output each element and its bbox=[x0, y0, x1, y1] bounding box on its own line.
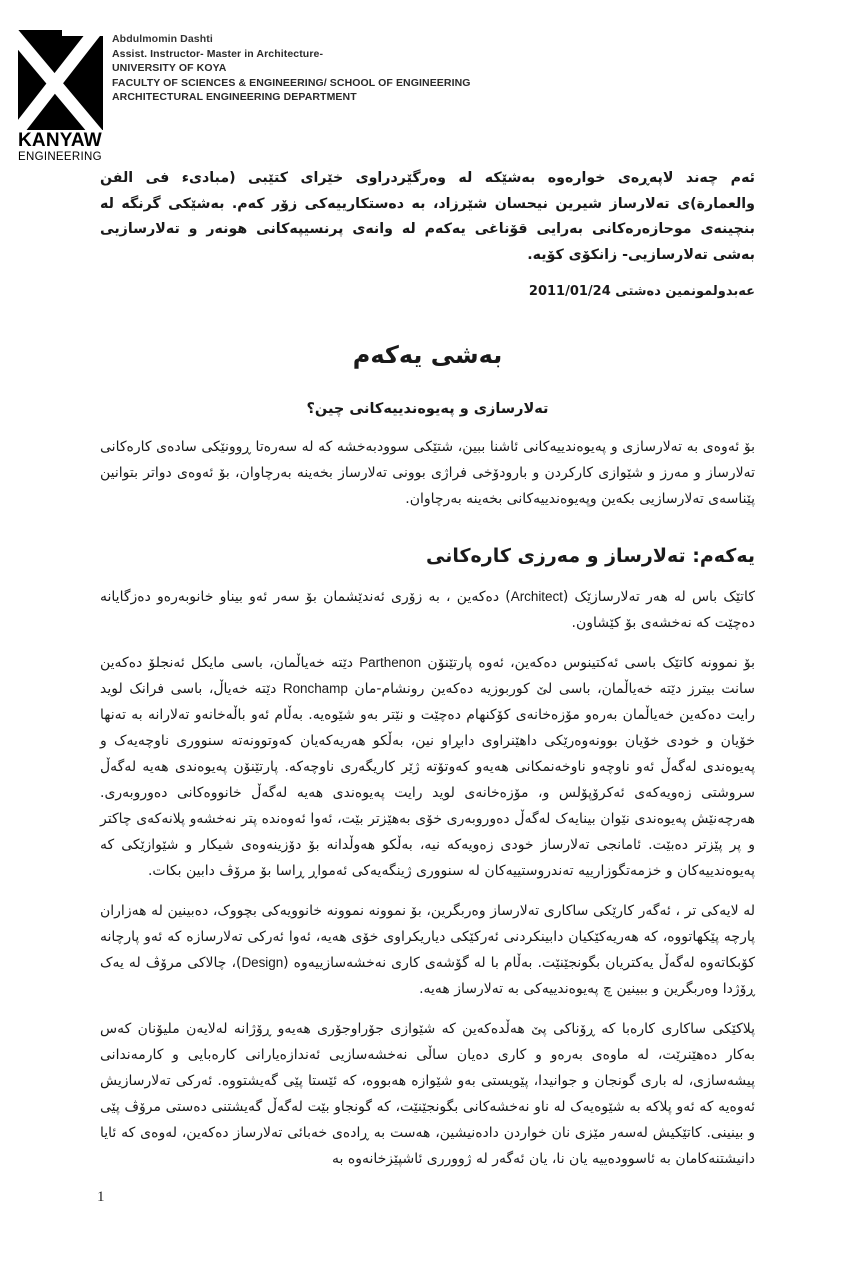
kanyaw-logo bbox=[18, 30, 110, 165]
logo-wordmark: KANYAW bbox=[18, 130, 102, 151]
page-title: بەشی یەکەم bbox=[352, 341, 503, 369]
page-subtitle: تەلارسازی و پەیوەندییەکانی چین؟ bbox=[306, 401, 549, 417]
term-parthenon: Parthenon bbox=[359, 655, 422, 670]
par-segment-post: )، چالاکی مرۆڤ لە یەک ڕۆژدا وەربگرین و ببینین چ پەیوەندییەکی بە تەلارساز هەیە. bbox=[100, 955, 755, 997]
intro-abstract: ئەم چەند لاپەڕەی خوارەوە بەشێکە لە وەرگێردراوی خێرای کتێبی (مبادیء فی الفن والعمارة)ی تەلارساز شیرین نیحسان شێرزاد، بە دەستکارییەکی زۆر کەم. بەشێکی گرنگە لە بنچینەی موحازەرەکانی بەرایی قۆناغی یەکەم لە وانەی پرنسیپەکانی هونەر و تەلارسازیی بەشی تەلارسازیی- زانکۆی کۆیە. bbox=[100, 170, 755, 263]
par-segment-2: دێتە خەیاڵمان، باسی مایکل ئەنجلۆ دەکەین سانت بیترز دێتە خەیاڵمان، باسی لێ کوربوزیە دەکەین رونشام-مان bbox=[100, 655, 755, 697]
paragraph-examples-monuments bbox=[100, 650, 755, 884]
letterhead-faculty: FACULTY OF SCIENCES & ENGINEERING/ SCHOOL OF ENGINEERING bbox=[112, 76, 471, 89]
paragraph-intro-definition: بۆ ئەوەی بە تەلارسازی و پەیوەندییەکانی ئاشنا ببین، شتێکی سوودبەخشە کە لە سەرەتا ڕوونێکی سادەی کارەکانی تەلارساز و مەرز و شێوازی کارکردن و بارودۆخی فراژی بوونی تەلارساز بخەینە بەرچاوان، بۆ ئەوەی دواتر بتوانین پێناسەی تەلارسازیی بکەین وپەیوەندییەکانی بخەینە بەرچاوان. bbox=[100, 439, 755, 507]
letterhead bbox=[0, 22, 855, 162]
letterhead-title: Assist. Instructor- Master in Architecture- bbox=[112, 47, 324, 60]
logo-wordmark-sub: ENGINEERING bbox=[18, 151, 102, 163]
paragraph-plan-daily-life: پلاکێکی ساکاری کارەبا کە ڕۆناکی پێ هەڵدەکەین کە شێوازی جۆراوجۆری هەیەو ڕۆژانە لەلایەن ملیۆنان کەس بەکار دەهێنرێت، لە ماوەی بەرەو و کاری دەیان ساڵی نەخشەسازیی ئەندازەیارانی کارەبایی و کارمەندانی پیشەسازی، لە باری گونجان و جوانیدا، پێویستی بەو شێوازە هەبووە، کە ئێستا پێی گەیشتووە. ئەرکی تەلارسازیش ئەوەیە کە ئەو پلاکە بە شێوەیەک لە ناو نەخشەکانی بگونجێنێت، کە گونجاو بێت لەگەڵ گەیشتنی دەستی مرۆڤ پێی و بینینی. کاتێکیش لەسەر مێزی نان خواردن دادەنیشین، هەست بە ڕادەی خەبائی تەلارساز دەکەین، لەوەی کە ئایا دانیشتنەکامان بە ئاسوودەییە یان نا، یان ئەگەر لە ژوورری ئاشپێزخانەوە بە bbox=[100, 1021, 755, 1167]
par-segment-3: دێتە خەیاڵ، باسی فرانک لوید رایت دەکەین خەیاڵمان بەرەو مۆزەخانەی کۆکنهام دەچێت و نێتر بەو شێوەیە. بەڵام ئەو باڵەخانەو تەلارانە بە تەنها خۆیان و خودی خۆیان بوونەوەرێکی داهێنراوی دابڕاو نین، بەڵکو هەریەکەیان کەوتوونەتە سنووری ناوچەیەک و پەیوەندی لەگەڵ ئەو ناوچەو ناوخەنمکانی هەیەو کەوتۆتە ژێر کاریگەری ناوچەکە. پارتێنۆن پەیوەندی هەیە لەگەڵ سروشتی زەویەکەی ئەکرۆپۆلس و، مۆزەخانەی لوید رایت پەیوەندی هەیە لەگەڵ خانووەکانی دەوروبەری. هەرچەنێش پەیوەندی نێوان بینایەک لەگەڵ دەوروبەری خۆی بەهێزتر بێت، ئەوا ئەوەندە پتر نەخشەو پلانەکەی چاکتر و پر پێزتر دەبێت. ئامانجی تەلارساز خودی زەویەکە نیە، بەڵکو هەوڵدانە بۆ دۆزینەوەی شیکار و شێوازێکی کە پەیوەندییەکان و خزمەتگوزارییە تەندروستییەکان لە سنووری ژینگەیەکی ئەمواڕ ڕاسا بۆ مرۆڤ دابین بکات. bbox=[100, 681, 755, 879]
letterhead-university: UNIVERSITY OF KOYA bbox=[112, 62, 227, 75]
term-ronchamp: Ronchamp bbox=[282, 681, 348, 696]
par-segment-post: ) دەکەین ، بە زۆری ئەندێشمان بۆ سەر ئەو بیناو خانوبەرەو دەزگایانە دەچێت کە نەخشەی بۆ کێشاون. bbox=[100, 589, 755, 631]
term-architect: Architect bbox=[510, 589, 563, 604]
kanyaw-k-monogram-icon bbox=[18, 30, 103, 130]
letterhead-department: ARCHITECTURAL ENGINEERING DEPARTMENT bbox=[112, 91, 357, 104]
byline-author: عەبدولمونمین دەشتی bbox=[615, 284, 755, 299]
byline bbox=[100, 282, 755, 302]
term-design: Design bbox=[241, 955, 284, 970]
letterhead-affiliation-block bbox=[112, 32, 471, 105]
par-segment-1: بۆ نموونە کاتێک باسی ئەکتینوس دەکەین، ئەوە پارتێنۆن bbox=[421, 655, 755, 671]
document-body bbox=[100, 166, 755, 1172]
paragraph-design-activity bbox=[100, 898, 755, 1002]
section-heading-first: یەکەم: تەلارساز و مەرزی کارەکانی bbox=[426, 545, 755, 567]
byline-date: 2011/01/24 bbox=[528, 284, 611, 299]
page-number: 1 bbox=[97, 1189, 105, 1205]
letterhead-author-name: Abdulmomin Dashti bbox=[112, 33, 213, 45]
par-segment-pre: لە لایەکی تر ، ئەگەر کارێکی ساکاری تەلارساز وەربگرین، بۆ نموونە نموونە خانوویەکی بچووک، دەبینین لە هەزاران پارچە پێکهاتووە، کە هەریەکێکیان دابینکردنی ئەرکێکی دیاریکراوی خۆی هەیە، ئەوا ئەرکی تەلارسازە کە ئەو پارچانە کۆبکاتەوە لەگەڵ یەکتریان بگونجێنێت. بەڵام با لە گۆشەی کاری نەخشەسازییەوە ( bbox=[100, 903, 755, 971]
paragraph-architect-housing bbox=[100, 584, 755, 636]
par-segment-pre: کاتێک باس لە هەر تەلارسازێک ( bbox=[562, 589, 755, 605]
logo-notch bbox=[62, 30, 103, 36]
